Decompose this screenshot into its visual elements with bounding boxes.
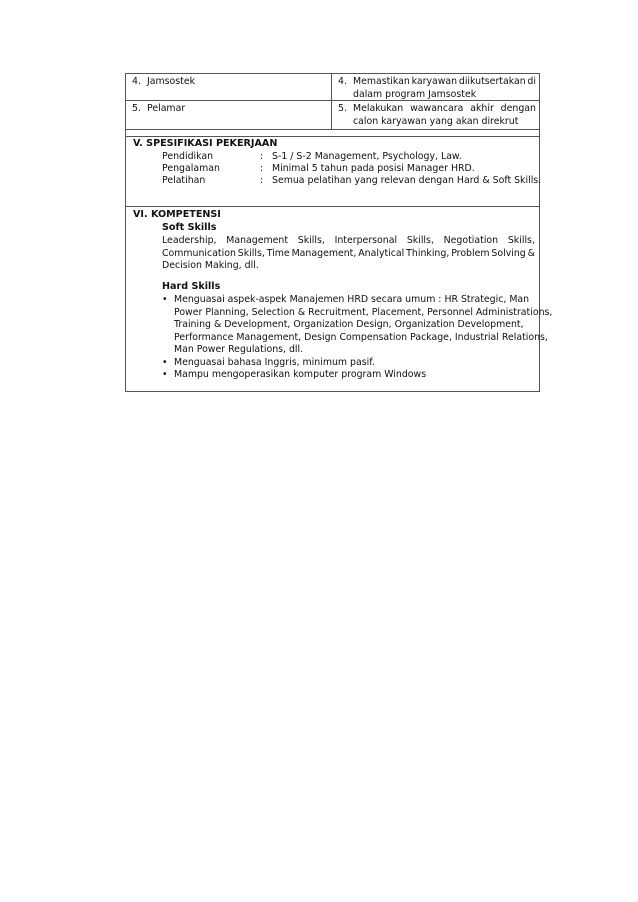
table-cell-task [126, 101, 332, 129]
task-label: Pelamar [147, 103, 186, 114]
soft-skills-word: Communication [162, 247, 236, 259]
responsibility-text [353, 103, 536, 128]
section-job-specification [125, 137, 540, 207]
soft-skills-word: Management, [291, 247, 357, 259]
table-cell-responsibility [332, 74, 539, 100]
list-item-text [174, 369, 426, 382]
row-number: 4. [338, 76, 347, 87]
list-item-text [174, 294, 552, 357]
responsibility-word: diikutsertakan [458, 76, 526, 87]
table-row [126, 74, 539, 101]
soft-skills-word: Skills, [406, 235, 434, 246]
list-line: Man Power Regulations, dll. [174, 344, 304, 356]
row-number: 4. [132, 76, 141, 87]
responsibility-word: karyawan [411, 76, 458, 87]
soft-skills-word: Leadership, [162, 235, 217, 246]
list-line: Mampu mengoperasikan komputer program Windows [174, 369, 427, 380]
soft-skills-word: Interpersonal [334, 235, 398, 246]
responsibility-line: calon karyawan yang akan direkrut [353, 115, 519, 127]
soft-skills-text [162, 235, 535, 273]
list-item-text [174, 357, 375, 370]
soft-skills-word: Skills, [297, 235, 325, 246]
task-label: Jamsostek [147, 76, 196, 87]
soft-skills-word: Analytical [358, 247, 405, 259]
spec-value: Minimal 5 tahun pada posisi Manager HRD. [272, 163, 475, 174]
table-cell-task [126, 74, 332, 100]
table-row [126, 101, 539, 130]
soft-skills-heading: Soft Skills [162, 222, 217, 233]
responsibility-word: akhir [470, 103, 494, 114]
responsibility-line: dalam program Jamsostek [353, 88, 477, 100]
spacer-row [125, 129, 540, 137]
spec-colon: : [260, 163, 264, 174]
responsibility-word: dengan [500, 103, 536, 114]
list-line: Menguasai bahasa Inggris, minimum pasif. [174, 357, 375, 368]
soft-skills-word: Management [226, 235, 289, 246]
soft-skills-word: Negotiation [443, 235, 499, 246]
spec-value: S-1 / S-2 Management, Psychology, Law. [272, 151, 462, 162]
soft-skills-word: & [527, 247, 535, 259]
bullet-icon: • [162, 357, 168, 368]
responsibility-word: wawancara [410, 103, 464, 114]
list-line: Training & Development, Organization Design, Organization Development, [174, 319, 524, 331]
soft-skills-word: Skills, [507, 235, 535, 246]
table-cell-responsibility [332, 101, 539, 129]
responsibility-word: Melakukan [353, 103, 404, 114]
soft-skills-line: Decision Making, dll. [162, 260, 259, 272]
bullet-icon: • [162, 294, 168, 305]
spec-colon: : [260, 151, 264, 162]
row-number: 5. [132, 103, 141, 114]
section-heading: VI. KOMPETENSI [133, 209, 221, 220]
soft-skills-word: Solving [491, 247, 526, 259]
spec-colon: : [260, 175, 264, 186]
responsibility-text [353, 76, 536, 101]
soft-skills-word: Time [266, 247, 290, 259]
responsibility-word: Memastikan [353, 76, 410, 87]
soft-skills-word: Problem [451, 247, 490, 259]
spec-label: Pengalaman [162, 163, 220, 174]
soft-skills-word: Skills, [237, 247, 265, 259]
spec-label: Pendidikan [162, 151, 214, 162]
soft-skills-word: Thinking, [406, 247, 450, 259]
duties-table [125, 73, 540, 129]
list-line: Performance Management, Design Compensation Package, Industrial Relations, [174, 331, 548, 343]
list-line: Power Planning, Selection & Recruitment, Placement, Personnel Administrations, [174, 306, 553, 318]
spec-value: Semua pelatihan yang relevan dengan Hard & Soft Skills. [272, 175, 542, 186]
spec-label: Pelatihan [162, 175, 206, 186]
hard-skills-heading: Hard Skills [162, 281, 221, 292]
row-number: 5. [338, 103, 347, 114]
responsibility-word: di [527, 76, 536, 87]
section-competencies [125, 207, 553, 392]
list-line: Menguasai aspek-aspek Manajemen HRD secara umum : HR Strategic, Man [174, 294, 530, 305]
section-heading: V. SPESIFIKASI PEKERJAAN [133, 138, 278, 149]
bullet-icon: • [162, 369, 168, 380]
